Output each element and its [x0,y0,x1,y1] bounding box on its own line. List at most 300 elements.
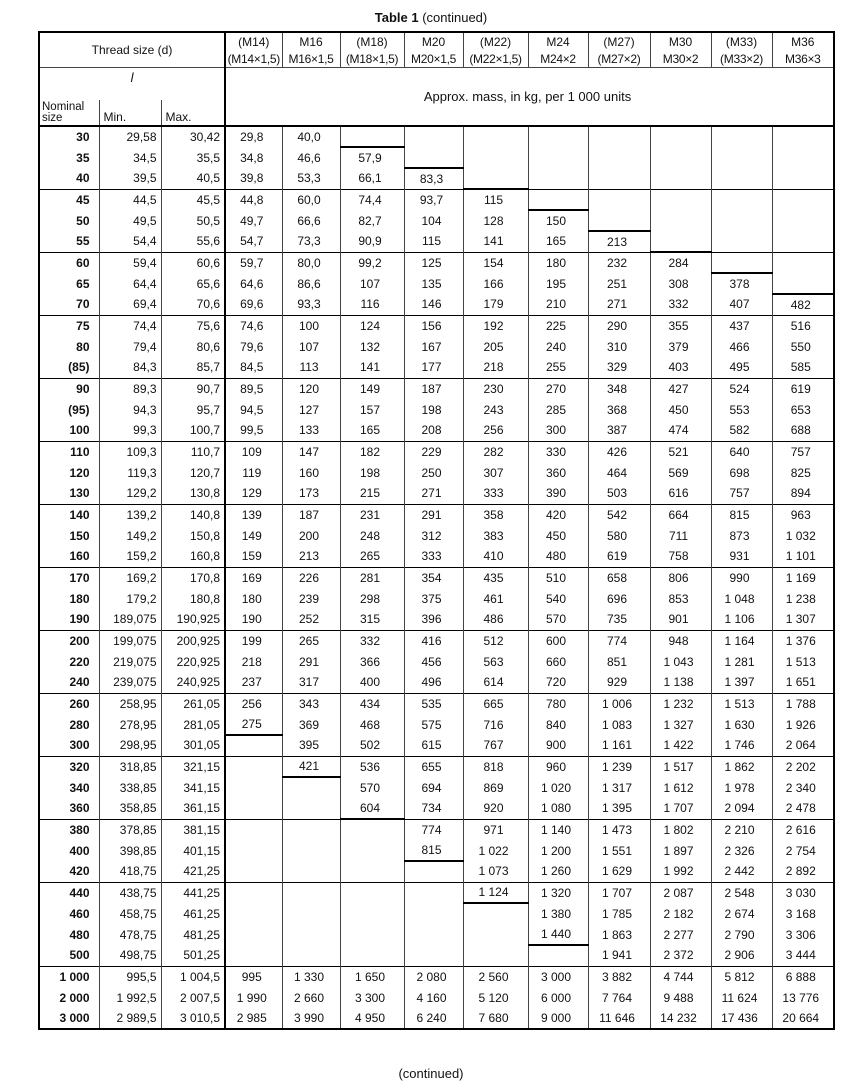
table-row [39,525,834,546]
min-length-cell: 39,5 [99,168,161,189]
min-length-cell: 358,85 [99,798,161,819]
mass-cell: 265 [282,630,340,651]
table-row [39,819,834,840]
mass-cell: 243 [463,399,528,420]
table-row [39,588,834,609]
mass-cell: 2 087 [650,882,711,903]
mass-cell: 619 [588,546,650,567]
mass-cell: 239 [282,588,340,609]
nominal-size-cell: 340 [39,777,99,798]
mass-cell: 2 616 [772,819,834,840]
min-length-cell: 378,85 [99,819,161,840]
max-length-cell: 3 010,5 [161,1008,225,1029]
thread-col-header: M16 [282,32,340,50]
mass-cell [404,147,463,168]
mass-cell: 640 [711,441,772,462]
mass-cell [225,840,282,861]
mass-cell: 124 [340,315,404,336]
table-row [39,147,834,168]
mass-cell: 127 [282,399,340,420]
mass-cell [772,126,834,147]
mass-cell: 698 [711,462,772,483]
min-length-cell: 34,5 [99,147,161,168]
mass-cell: 215 [340,483,404,504]
mass-cell [463,168,528,189]
table-row [39,714,834,735]
row-group [39,378,834,441]
thread-fine-header: M16×1,5 [282,50,340,68]
max-length-cell: 50,5 [161,210,225,231]
nominal-size-cell: 65 [39,273,99,294]
mass-cell: 113 [282,357,340,378]
mass-cell: 553 [711,399,772,420]
mass-cell [225,882,282,903]
max-length-cell: 361,15 [161,798,225,819]
mass-cell: 2 340 [772,777,834,798]
nominal-size-cell: 55 [39,231,99,252]
mass-cell: 1 707 [650,798,711,819]
table-row [39,126,834,147]
mass-cell: 3 030 [772,882,834,903]
mass-cell: 5 120 [463,987,528,1008]
mass-cell: 165 [340,420,404,441]
mass-cell: 141 [463,231,528,252]
nominal-size-cell: 150 [39,525,99,546]
mass-cell: 840 [528,714,588,735]
mass-cell: 1 785 [588,903,650,924]
mass-cell: 757 [772,441,834,462]
min-length-cell: 438,75 [99,882,161,903]
mass-cell: 2 326 [711,840,772,861]
mass-cell [225,735,282,756]
max-length-cell: 160,8 [161,546,225,567]
mass-cell: 128 [463,210,528,231]
mass-cell: 7 680 [463,1008,528,1029]
mass-cell [463,147,528,168]
mass-cell: 536 [340,756,404,777]
thread-col-header: M30 [650,32,711,50]
mass-cell: 291 [282,651,340,672]
max-length-cell: 120,7 [161,462,225,483]
thread-col-header: (M27) [588,32,650,50]
nominal-size-cell: 1 000 [39,966,99,987]
nominal-size-cell: 140 [39,504,99,525]
mass-cell: 387 [588,420,650,441]
mass-cell: 180 [528,252,588,273]
mass-cell: 59,7 [225,252,282,273]
table-row [39,462,834,483]
mass-cell: 1 327 [650,714,711,735]
nominal-size-cell: 170 [39,567,99,588]
thread-col-header: (M18) [340,32,404,50]
min-length-cell: 94,3 [99,399,161,420]
mass-cell: 34,8 [225,147,282,168]
mass-cell: 570 [528,609,588,630]
mass-cell: 869 [463,777,528,798]
mass-cell: 468 [340,714,404,735]
nominal-size-cell: 320 [39,756,99,777]
mass-cell: 1 330 [282,966,340,987]
min-length-cell: 149,2 [99,525,161,546]
table-row [39,315,834,336]
mass-cell: 1 788 [772,693,834,714]
mass-cell [528,168,588,189]
mass-cell: 426 [588,441,650,462]
table-caption [0,10,862,25]
table-row [39,777,834,798]
mass-cell: 948 [650,630,711,651]
nominal-size-cell: 80 [39,336,99,357]
mass-cell: 79,6 [225,336,282,357]
min-length-cell: 64,4 [99,273,161,294]
thread-fine-header: M24×2 [528,50,588,68]
mass-cell [772,147,834,168]
mass-cell: 225 [528,315,588,336]
max-length-cell: 261,05 [161,693,225,714]
mass-cell: 129 [225,483,282,504]
mass-cell: 160 [282,462,340,483]
mass-cell: 44,8 [225,189,282,210]
mass-cell: 116 [340,294,404,315]
mass-cell: 664 [650,504,711,525]
mass-cell: 570 [340,777,404,798]
min-length-cell: 338,85 [99,777,161,798]
mass-cell: 285 [528,399,588,420]
mass-cell: 82,7 [340,210,404,231]
mass-cell: 198 [404,399,463,420]
mass-cell [650,147,711,168]
mass-cell: 332 [650,294,711,315]
mass-cell: 2 560 [463,966,528,987]
max-length-cell: 1 004,5 [161,966,225,987]
mass-cell: 3 444 [772,945,834,966]
mass-cell: 109 [225,441,282,462]
min-length-cell: 239,075 [99,672,161,693]
mass-cell: 971 [463,819,528,840]
nominal-size-cell: 190 [39,609,99,630]
mass-cell [711,231,772,252]
min-length-cell: 418,75 [99,861,161,882]
min-length-cell: 119,3 [99,462,161,483]
max-length-cell: 381,15 [161,819,225,840]
mass-cell: 270 [528,378,588,399]
max-length-cell: 321,15 [161,756,225,777]
table-row [39,693,834,714]
mass-cell: 466 [711,336,772,357]
mass-cell: 74,4 [340,189,404,210]
nominal-size-cell: 420 [39,861,99,882]
mass-cell: 403 [650,357,711,378]
mass-cell: 1 124 [463,882,528,903]
mass-cell [588,189,650,210]
min-length-cell: 139,2 [99,504,161,525]
thread-fine-header: (M33×2) [711,50,772,68]
mass-cell: 1 260 [528,861,588,882]
mass-cell: 1 083 [588,714,650,735]
mass-cell: 49,7 [225,210,282,231]
nominal-size-cell: 480 [39,924,99,945]
mass-cell: 358 [463,504,528,525]
mass-cell: 213 [282,546,340,567]
mass-cell [404,882,463,903]
mass-cell: 694 [404,777,463,798]
mass-cell [588,126,650,147]
mass-cell: 271 [404,483,463,504]
row-group [39,882,834,966]
mass-cell: 46,6 [282,147,340,168]
min-length-cell: 129,2 [99,483,161,504]
max-length-cell: 80,6 [161,336,225,357]
mass-cell [772,252,834,273]
mass-cell: 282 [463,441,528,462]
min-length-cell: 54,4 [99,231,161,252]
mass-cell: 74,6 [225,315,282,336]
mass-cell: 1 169 [772,567,834,588]
mass-cell: 1 101 [772,546,834,567]
mass-cell: 2 202 [772,756,834,777]
mass-cell: 480 [528,546,588,567]
mass-cell [711,126,772,147]
mass-cell: 198 [340,462,404,483]
table-row [39,840,834,861]
row-group [39,315,834,378]
mass-cell [225,924,282,945]
mass-cell: 535 [404,693,463,714]
mass-cell: 2 985 [225,1008,282,1029]
mass-cell: 231 [340,504,404,525]
mass-cell: 1 397 [711,672,772,693]
mass-cell: 734 [404,798,463,819]
max-length-cell: 65,6 [161,273,225,294]
mass-cell: 1 317 [588,777,650,798]
mass-cell: 421 [282,756,340,777]
mass-cell: 13 776 [772,987,834,1008]
mass-cell [340,903,404,924]
mass-cell: 495 [711,357,772,378]
mass-cell: 456 [404,651,463,672]
mass-cell [404,903,463,924]
mass-cell: 312 [404,525,463,546]
mass-cell: 929 [588,672,650,693]
mass-table [38,31,835,1030]
max-length-cell: 401,15 [161,840,225,861]
max-length-cell: 60,6 [161,252,225,273]
mass-cell: 93,7 [404,189,463,210]
nominal-size-cell: 35 [39,147,99,168]
max-length-cell: 70,6 [161,294,225,315]
mass-cell: 1 513 [711,693,772,714]
table-title-suffix: (continued) [422,10,488,25]
thread-size-header [39,32,225,68]
table-row [39,735,834,756]
mass-cell: 20 664 [772,1008,834,1029]
table-row [39,210,834,231]
mass-cell: 255 [528,357,588,378]
mass-cell: 3 168 [772,903,834,924]
mass-cell: 4 744 [650,966,711,987]
thread-col-header: (M14) [225,32,282,50]
thread-col-header: (M22) [463,32,528,50]
mass-cell: 512 [463,630,528,651]
max-header: Max. [161,100,225,126]
mass-cell: 1 020 [528,777,588,798]
mass-cell: 1 200 [528,840,588,861]
mass-cell: 1 080 [528,798,588,819]
thread-fine-header: M36×3 [772,50,834,68]
mass-cell: 1 440 [528,924,588,945]
min-length-cell: 995,5 [99,966,161,987]
mass-cell [282,882,340,903]
mass-cell: 132 [340,336,404,357]
thread-fine-header: (M27×2) [588,50,650,68]
min-length-cell: 44,5 [99,189,161,210]
min-length-cell: 478,75 [99,924,161,945]
mass-cell: 86,6 [282,273,340,294]
mass-cell: 291 [404,504,463,525]
mass-cell [282,903,340,924]
mass-cell: 135 [404,273,463,294]
table-row [39,945,834,966]
mass-cell: 1 006 [588,693,650,714]
mass-cell: 774 [404,819,463,840]
mass-cell: 585 [772,357,834,378]
mass-cell: 1 161 [588,735,650,756]
table-row [39,378,834,399]
mass-cell [588,168,650,189]
nominal-size-cell: 130 [39,483,99,504]
mass-cell: 1 517 [650,756,711,777]
mass-cell: 521 [650,441,711,462]
mass-cell: 333 [463,483,528,504]
mass-cell: 1 164 [711,630,772,651]
min-length-cell: 318,85 [99,756,161,777]
mass-cell: 29,8 [225,126,282,147]
table-row [39,630,834,651]
nominal-size-cell: (95) [39,399,99,420]
mass-cell: 290 [588,315,650,336]
thread-col-header: M24 [528,32,588,50]
row-group [39,693,834,756]
max-length-cell: 441,25 [161,882,225,903]
mass-cell: 9 000 [528,1008,588,1029]
max-length-cell: 190,925 [161,609,225,630]
mass-cell [711,210,772,231]
mass-cell: 60,0 [282,189,340,210]
mass-cell: 711 [650,525,711,546]
mass-cell [463,945,528,966]
mass-cell: 1 651 [772,672,834,693]
mass-cell: 90,9 [340,231,404,252]
mass-cell: 542 [588,504,650,525]
max-length-cell: 481,25 [161,924,225,945]
mass-cell [225,945,282,966]
mass-cell: 575 [404,714,463,735]
nominal-size-cell: 200 [39,630,99,651]
thread-fine-header: (M18×1,5) [340,50,404,68]
mass-cell: 1 232 [650,693,711,714]
mass-cell: 366 [340,651,404,672]
mass-cell: 510 [528,567,588,588]
nominal-size-cell: 440 [39,882,99,903]
mass-cell: 167 [404,336,463,357]
max-length-cell: 35,5 [161,147,225,168]
mass-cell: 407 [711,294,772,315]
nominal-size-cell: 90 [39,378,99,399]
nominal-size-cell: 400 [39,840,99,861]
thread-fine-header: M20×1,5 [404,50,463,68]
mass-cell: 150 [528,210,588,231]
mass-cell: 308 [650,273,711,294]
mass-cell: 931 [711,546,772,567]
mass-cell: 354 [404,567,463,588]
mass-cell: 1 978 [711,777,772,798]
min-length-cell: 79,4 [99,336,161,357]
min-length-cell: 99,3 [99,420,161,441]
mass-cell: 2 660 [282,987,340,1008]
mass-cell: 1 992 [650,861,711,882]
mass-cell: 80,0 [282,252,340,273]
nominal-size-cell: 220 [39,651,99,672]
max-length-cell: 75,6 [161,315,225,336]
mass-cell: 825 [772,462,834,483]
mass-cell [650,168,711,189]
mass-cell: 265 [340,546,404,567]
max-length-cell: 281,05 [161,714,225,735]
mass-cell: 616 [650,483,711,504]
mass-cell: 232 [588,252,650,273]
mass-cell: 1 073 [463,861,528,882]
min-length-cell: 458,75 [99,903,161,924]
min-header: Min. [99,100,161,126]
mass-cell: 2 372 [650,945,711,966]
mass-cell: 156 [404,315,463,336]
table-row [39,168,834,189]
mass-cell: 256 [225,693,282,714]
mass-cell: 1 897 [650,840,711,861]
mass-cell: 427 [650,378,711,399]
mass-cell: 368 [588,399,650,420]
max-length-cell: 180,8 [161,588,225,609]
mass-cell: 275 [225,714,282,735]
mass-cell: 2 080 [404,966,463,987]
nominal-size-cell: 40 [39,168,99,189]
mass-cell: 720 [528,672,588,693]
mass-cell: 660 [528,651,588,672]
table-row [39,882,834,903]
mass-cell [404,126,463,147]
mass-cell [225,798,282,819]
mass-cell: 146 [404,294,463,315]
mass-cell: 960 [528,756,588,777]
table-row [39,483,834,504]
mass-cell [225,903,282,924]
mass-cell: 2 674 [711,903,772,924]
mass-cell [463,126,528,147]
mass-cell: 104 [404,210,463,231]
mass-cell: 757 [711,483,772,504]
nominal-size-cell: 240 [39,672,99,693]
mass-cell: 383 [463,525,528,546]
mass-cell: 307 [463,462,528,483]
mass-cell: 271 [588,294,650,315]
table-row [39,672,834,693]
mass-cell [225,861,282,882]
mass-cell: 1 746 [711,735,772,756]
mass-cell: 237 [225,672,282,693]
mass-cell: 390 [528,483,588,504]
mass-cell: 310 [588,336,650,357]
mass-cell: 780 [528,693,588,714]
